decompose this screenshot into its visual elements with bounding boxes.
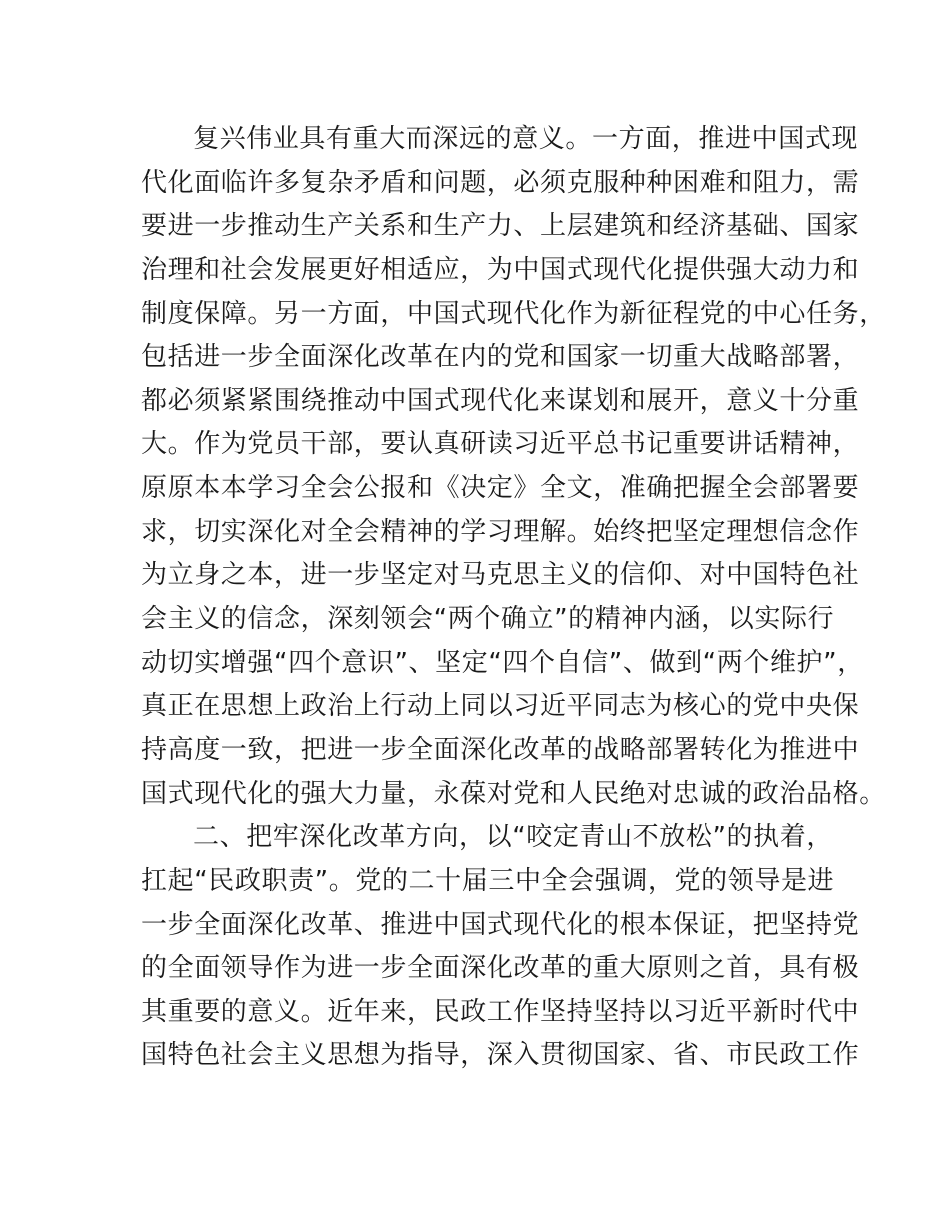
text-line: 真正在思想上政治上行动上同以习近平同志为核心的党中央保 [141, 691, 860, 722]
text-line: 的全面领导作为进一步全面深化改革的重大原则之首，具有极 [141, 953, 860, 984]
section-heading-line: 二、把牢深化改革方向，以“咬定青山不放松”的执着， [193, 822, 833, 853]
text-line: 都必须紧紧围绕推动中国式现代化来谋划和展开，意义十分重 [141, 385, 860, 416]
text-line: 其重要的意义。近年来，民政工作坚持坚持以习近平新时代中 [141, 996, 860, 1027]
text-line: 包括进一步全面深化改革在内的党和国家一切重大战略部署， [141, 342, 860, 373]
text-line: 国式现代化的强大力量，永葆对党和人民绝对忠诚的政治品格。 [141, 778, 886, 809]
document-body [141, 118, 886, 1078]
text-line: 代化面临许多复杂矛盾和问题，必须克服种种困难和阻力，需 [141, 167, 860, 198]
text-line: 要进一步推动生产关系和生产力、上层建筑和经济基础、国家 [141, 211, 860, 242]
text-line: 求，切实深化对全会精神的学习理解。始终把坚定理想信念作 [141, 516, 860, 547]
text-line: 持高度一致，把进一步全面深化改革的战略部署转化为推进中 [141, 734, 860, 765]
text-line: 一步全面深化改革、推进中国式现代化的根本保证，把坚持党 [141, 909, 860, 940]
text-line: 复兴伟业具有重大而深远的意义。一方面，推进中国式现 [193, 124, 859, 154]
text-line: 动切实增强“四个意识”、坚定“四个自信”、做到“两个维护”， [141, 647, 864, 678]
text-line: 大。作为党员干部，要认真研读习近平总书记重要讲话精神， [141, 429, 860, 460]
text-line: 治理和社会发展更好相适应，为中国式现代化提供强大动力和 [141, 254, 860, 285]
text-line: 为立身之本，进一步坚定对马克思主义的信仰、对中国特色社 [141, 560, 860, 591]
text-line: 国特色社会主义思想为指导，深入贯彻国家、省、市民政工作 [141, 1040, 860, 1071]
text-line: 制度保障。另一方面，中国式现代化作为新征程党的中心任务， [141, 298, 886, 329]
text-line: 扛起“民政职责”。党的二十届三中全会强调，党的领导是进 [141, 865, 835, 896]
text-line: 会主义的信念，深刻领会“两个确立”的精神内涵，以实际行 [141, 604, 835, 635]
text-line: 原原本本学习全会公报和《决定》全文，准确把握全会部署要 [141, 473, 860, 504]
